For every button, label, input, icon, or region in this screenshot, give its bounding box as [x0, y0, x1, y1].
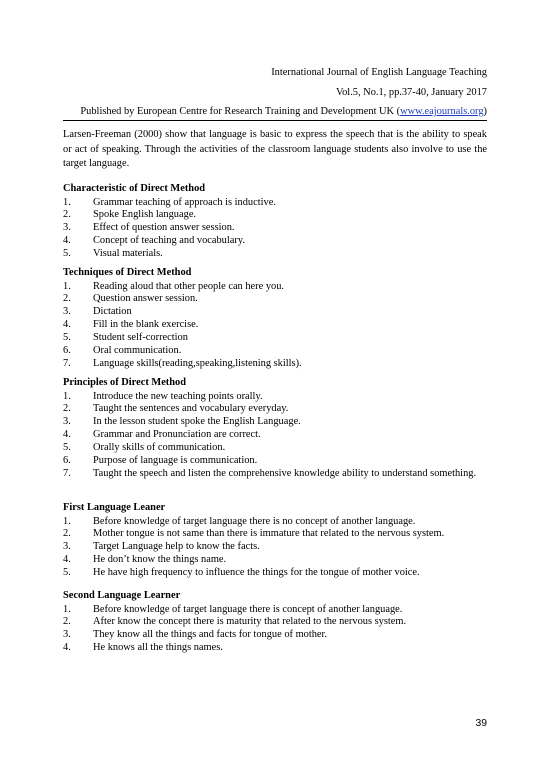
item-text: They know all the things and facts for tongue of mother. [93, 629, 328, 641]
list-item [63, 629, 487, 642]
item-number: 4. [63, 235, 71, 247]
item-text: Grammar and Pronunciation are correct. [93, 429, 261, 441]
list-item [63, 429, 487, 442]
item-text: Concept of teaching and vocabulary. [93, 235, 245, 247]
list-item [63, 516, 487, 529]
item-text: Language skills(reading,speaking,listening skills). [93, 357, 302, 369]
section-heading: Characteristic of Direct Method [63, 183, 206, 194]
item-text: Orally skills of communication. [93, 442, 226, 454]
item-text: Purpose of language is communication. [93, 455, 258, 467]
item-number: 1. [63, 515, 71, 527]
item-number: 5. [63, 332, 71, 344]
list-item [63, 416, 487, 429]
publisher-link[interactable]: www.eajournals.org [400, 106, 484, 117]
section-heading: Principles of Direct Method [63, 377, 187, 388]
item-text: Student self-correction [93, 332, 188, 344]
second-learner-list [63, 604, 487, 656]
item-text: He knows all the things names. [93, 642, 223, 654]
item-number: 1. [63, 280, 71, 292]
section-principles [63, 376, 487, 481]
item-number: 3. [63, 306, 71, 318]
item-number: 6. [63, 455, 71, 467]
item-text: Grammar teaching of approach is inductive. [93, 196, 276, 208]
item-number: 5. [63, 567, 71, 579]
section-heading: Techniques of Direct Method [63, 267, 192, 278]
item-number: 4. [63, 319, 71, 331]
item-number: 4. [63, 642, 71, 654]
list-item [63, 642, 487, 655]
section-heading: Second Language Learner [63, 590, 181, 601]
item-text: He don’t know the things name. [93, 554, 227, 566]
section-heading: First Language Leaner [63, 502, 166, 513]
item-number: 2. [63, 528, 71, 540]
item-number: 7. [63, 467, 71, 479]
list-item [63, 332, 487, 345]
characteristics-list [63, 197, 487, 262]
list-item [63, 391, 487, 404]
item-text: Reading aloud that other people can here you. [93, 280, 285, 292]
item-number: 3. [63, 541, 71, 553]
item-text: After know the concept there is maturity that related to the nervous system. [93, 616, 407, 628]
list-item [63, 319, 487, 332]
list-item [63, 345, 487, 358]
section-techniques [63, 266, 487, 371]
item-number: 5. [63, 248, 71, 260]
item-text: Oral communication. [93, 345, 182, 357]
page-number: 39 [475, 718, 487, 729]
list-item [63, 616, 487, 629]
item-text: Mother tongue is not same than there is immature that related to the nervous system. [93, 528, 445, 540]
item-number: 1. [63, 390, 71, 402]
item-number: 1. [63, 603, 71, 615]
item-text: In the lesson student spoke the English Language. [93, 416, 301, 428]
list-item [63, 197, 487, 210]
volume-info: Vol.5, No.1, pp.37-40, January 2017 [335, 87, 487, 98]
item-text: Target Language help to know the facts. [93, 541, 260, 553]
item-number: 2. [63, 209, 71, 221]
list-item [63, 235, 487, 248]
intro-paragraph: Larsen-Freeman (2000) show that language is basic to express the speech that is the ability to speak or act of speaking. Through the activities of the classroom language students also involve to use the target language. [63, 129, 487, 170]
item-text: Effect of question answer session. [93, 222, 235, 234]
techniques-list [63, 281, 487, 371]
item-number: 1. [63, 196, 71, 208]
item-text: Before knowledge of target language there is concept of another language. [93, 603, 403, 615]
list-item [63, 358, 487, 371]
list-item [63, 567, 487, 580]
item-number: 2. [63, 403, 71, 415]
list-item [63, 455, 487, 468]
item-number: 5. [63, 442, 71, 454]
publisher-prefix: Published by European Centre for Research Training and Development UK ( [80, 106, 401, 117]
list-item [63, 248, 487, 261]
first-learner-list [63, 516, 487, 581]
list-item [63, 442, 487, 455]
item-number: 4. [63, 429, 71, 441]
item-text: Dictation [93, 306, 132, 318]
list-item [63, 541, 487, 554]
list-item [63, 209, 487, 222]
item-number: 6. [63, 345, 71, 357]
item-text: Taught the speech and listen the comprehensive knowledge ability to understand something. [93, 467, 477, 479]
item-number: 7. [63, 357, 71, 369]
list-item [63, 403, 487, 416]
journal-title: International Journal of English Language Teaching [271, 67, 487, 78]
list-item [63, 604, 487, 617]
item-text: Question answer session. [93, 293, 198, 305]
list-item [63, 554, 487, 567]
item-number: 3. [63, 629, 71, 641]
publisher-suffix: ) [483, 106, 487, 117]
item-number: 3. [63, 416, 71, 428]
item-text: He have high frequency to influence the things for the tongue of mother voice. [93, 567, 420, 579]
item-text: Spoke English language. [93, 209, 197, 221]
principles-list [63, 391, 487, 481]
item-text: Visual materials. [93, 248, 163, 260]
publisher-line [63, 106, 487, 121]
item-number: 2. [63, 616, 71, 628]
item-number: 2. [63, 293, 71, 305]
item-text: Introduce the new teaching points orally. [93, 390, 263, 402]
item-text: Fill in the blank exercise. [93, 319, 199, 331]
list-item [63, 468, 487, 481]
list-item [63, 528, 487, 541]
section-characteristics [63, 182, 487, 261]
item-text: Taught the sentences and vocabulary everyday. [93, 403, 289, 415]
item-text: Before knowledge of target language there is no concept of another language. [93, 515, 416, 527]
list-item [63, 222, 487, 235]
section-first-learner [63, 501, 487, 580]
section-second-learner [63, 589, 487, 655]
item-number: 4. [63, 554, 71, 566]
item-number: 3. [63, 222, 71, 234]
list-item [63, 293, 487, 306]
list-item [63, 306, 487, 319]
list-item [63, 281, 487, 294]
